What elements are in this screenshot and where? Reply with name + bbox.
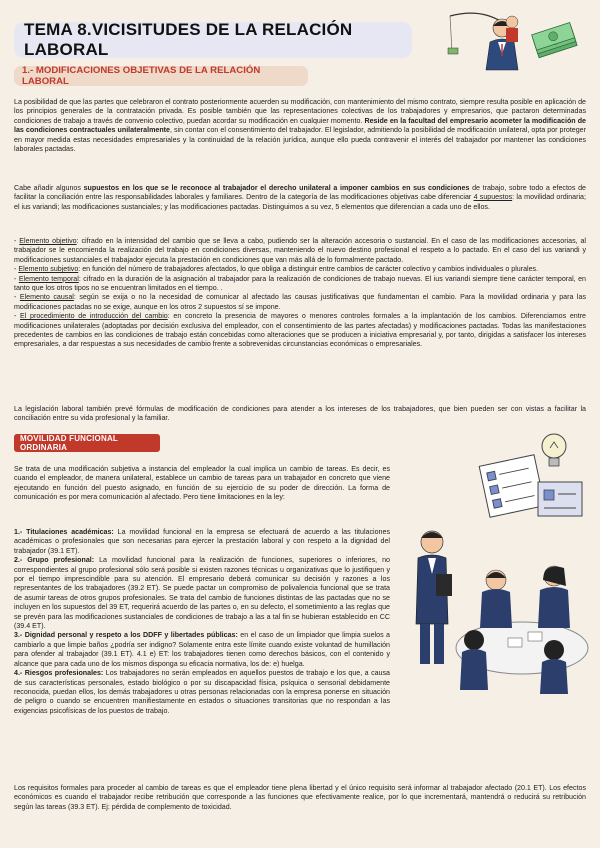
office-meeting-illustration: [404, 524, 592, 694]
list-item: - Elemento temporal: cifrado en la duración de la asignación al trabajador para la realización de condiciones de trabajo nuevas. El ius variandi siempre tiene carácter temporal, en tanto que los otros tipos no se encuentran limitados en el tiempo. .: [14, 274, 586, 293]
paragraph-legislation: La legislación laboral también prevé fórmulas de modificación de condiciones para atender a los intereses de los trabajadores, que bien pueden ser con vistas a facilitar la conciliación entre su vida profesional y la familiar.: [14, 405, 586, 423]
paragraph-requisitos: Los requisitos formales para proceder al cambio de tareas es que el empleador tiene plena libertad y el único requisito será informar al trabajador afectado (20.1 ET). Los efectos económicos es cuando el trabajador recibe retribución que corresponde a las funciones que efectivamente realice, por lo que incrementará, mantendrá o reducirá su retribución según las tareas (39.3 ET). Ej: pérdida de complemento de toxicidad.: [14, 784, 586, 811]
list-item: 4.- Riesgos profesionales: Los trabajadores no serán empleados en aquellos puestos de trabajo e los que, a causa de sus características personales, estado biológico o por su discapacidad física, psíquica o sensorial debidamente reconocida, puedan ellos, los demás trabajadores u otras personas relacionadas con la empresa ponerse en situación de peligro o cuando se encuentren manifiestamente en estados o situaciones transitorias que no respondan a las exigencias psicofísicas de los puestos de trabajo.: [14, 669, 390, 715]
subsection-heading: MOVILIDAD FUNCIONAL ORDINARIA: [20, 434, 118, 452]
title-banner: [14, 22, 412, 58]
list-item: 3.- Dignidad personal y respeto a los DDFF y libertades públicas: en el caso de un limpiador que limpia suelos a cambiarlo a que limpie baños ¿podría ser indigno? Solamente entra este límite cuando existe voluntad de humillación para ofender al trabajador (39.1 ET). 4.1 e) ET: los trabajadores tienen como derechos básicos, con el contenido y alcance que para cada uno de los mismos disponga su eficacia normativa, los de: e) huelga.: [14, 631, 390, 668]
list-item: - Elemento subjetivo: en función del número de trabajadores afectados, lo que obliga a distinguir entre cambios de carácter colectivo y cambios individuales o plurales.: [14, 265, 539, 274]
limitations-list: [14, 528, 390, 716]
businessman-fishing-illustration: [440, 8, 530, 76]
list-item: 1.- Titulaciones académicas: La movilidad funcional en la empresa se efectuará de acuerdo a las titulaciones académicas o profesionales que son necesarias para ejercer la prestación laboral y con respeto a la dignidad del trabajador (39.1 ET).: [14, 528, 390, 555]
section-heading-box: [14, 66, 308, 86]
paragraph-movilidad: Se trata de una modificación subjetiva a instancia del empleador la cual implica un cambio de tareas. Es decir, es cuando el empleador, de manera unilateral, establece un cambio de tareas para un trabajador en concreto que viene ejecutando en función del puesto asignado, en función de su ejercicio de su poder de dirección. La forma de comunicación es por mera comunicación al afectado. Pero tiene limitaciones en la ley:: [14, 465, 390, 502]
subsection-heading-box: [14, 434, 160, 452]
elements-list: [14, 237, 586, 350]
money-stack-icon: [531, 22, 579, 62]
list-item: 2.- Grupo profesional: La movilidad funcional para la realización de funciones, superiores o inferiores, no correspondientes al grupo profesional sólo será posible si existen razones técnicas u organizativas que lo justifiquen y por el tiempo imprescindible para su atención. El empresario deberá comunicar su decisión y razones a los representantes de los trabajadores (39.2 ET). Se puede pactar un compromiso de polivalencia funcional que se trata de asumir tareas de otros grupos profesionales. Se trata del cambio de funciones distintas de las pactadas que no se incluyen en los supuestos del 39 ET, requerirá acuerdo de las partes o, en su defecto, el sometimiento a las reglas que se prevén para las modificaciones sustanciales de condiciones de trabajo a las a tal fin se hubieran establecido en CC (39.4 ET).: [14, 556, 390, 631]
list-item: - Elemento objetivo: cifrado en la intensidad del cambio que se lleva a cabo, pudiendo ser la alteración accesoria o sustancial. En el caso de las modificaciones accesorias, al trabajador se le encomienda la realización del trabajo en condiciones diversas, manteniendo el nuevo destino profesional el respeto a lo pactado. En el caso del ius variandi y modificaciones sustanciales el trabajador ejecuta la prestación en condiciones que van más allá de lo formalmente pactado.: [14, 237, 587, 264]
page-title: TEMA 8.VICISITUDES DE LA RELACIÓN LABORAL: [24, 20, 353, 59]
paragraph-supuestos: Cabe añadir algunos supuestos en los que se le reconoce al trabajador el derecho unilateral a imponer cambios en sus condiciones de trabajo, sobre todo a efectos de facilitar la conciliación entre las responsabilidades laborales y familiares. Dentro de la categoría de las modificaciones objetivas cabe diferenciar 4 supuestos: la movilidad ordinaria; el ius variandi; las modificaciones sustanciales; y las modificaciones pactadas. Distinguimos a su vez, 5 elementos que diferencian a cada uno de ellos.: [14, 184, 586, 211]
paragraph-intro: La posibilidad de que las partes que celebraron el contrato posteriormente acuerden su modificación, con mantenimiento del mismo contrato, siempre resulta posible en aplicación de los principios generales de la contratación privada. Es posible también que las representaciones colectivas de los trabajadores y empresarios, que pactaron determinadas condiciones de trabajo a través de convenio colectivo, puedan acordar su modificación en cualquier momento. Reside en la facultad del empresario acometer la modificación de las condiciones contractuales unilateralmente, sin contar con el consentimiento del trabajador. El legislador, admitiendo la posibilidad de modificación unilateral, opta por proteger en mayor medida estas necesidades empresariales y la continuidad de la relación jurídica, aunque ello pueda contravenir el interés del trabajador por mantener las condiciones laborales pactadas.: [14, 98, 586, 154]
section-heading: 1.- MODIFICACIONES OBJETIVAS DE LA RELACIÓN LABORAL: [22, 65, 261, 87]
lightbulb-icon: [536, 430, 572, 472]
list-item: - El procedimiento de introducción del cambio: en concreto la presencia de mayores o menores controles formales a la implantación de los cambios. Diferenciamos entre modificaciones unilaterales (adoptadas por decisión exclusiva del empleador, con el consentimiento de las partes afectadas) y modificaciones pactadas. Todas las manifestaciones precedentes de cambios en las condiciones de trabajo están concebidas como alteraciones que se producen a iniciativa empresarial y, por tanto, dirigidas a satisfacer los intereses empresariales, a dar respuestas a sus necesidades de cambio frente a sobrevenidas circunstancias económicas o empresariales.: [14, 312, 586, 349]
list-item: - Elemento causal: según se exija o no la necesidad de comunicar al afectado las causas justificativas que fundamentan el cambio. Para la movilidad ordinaria y para las modificaciones pactadas no se exige, aunque en los otros 2 supuestos sí se impone.: [14, 293, 587, 311]
